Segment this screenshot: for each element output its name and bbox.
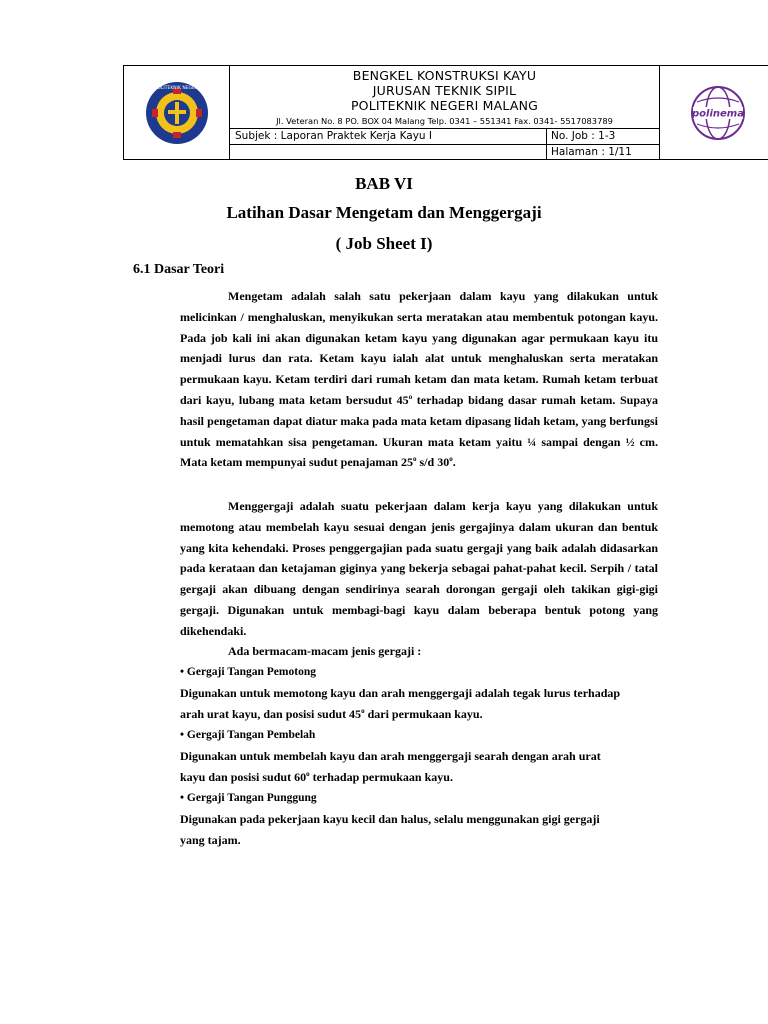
polinema-seal-icon xyxy=(144,80,210,146)
degree-mark: o xyxy=(306,770,310,778)
crosscut-desc-line2 xyxy=(180,704,660,725)
saw-types-intro: Ada bermacam-macam jenis gergaji : xyxy=(228,644,422,658)
desc-text: dari permukaan kayu. xyxy=(364,707,483,721)
back-saw-desc-line2: yang tajam. xyxy=(180,833,241,847)
institution-block xyxy=(230,66,659,128)
job-number-field: No. Job : 1-3 xyxy=(551,130,616,142)
header-center xyxy=(230,66,659,159)
department-name: JURUSAN TEKNIK SIPIL xyxy=(372,83,517,98)
institution-address: Jl. Veteran No. 8 PO. BOX 04 Malang Telp. 0341 – 551341 Fax. 0341- 5517083789 xyxy=(276,116,613,126)
paragraph-text: Mengetam adalah salah satu pekerjaan dalam kayu yang dilakukan untuk melicinkan / menghaluskan, menyikukan serta meratakan atau membentuk potongan kayu. Pada job kali ini akan digunakan ketam kayu yang digunakan agar permukaan kayu itu menjadi lurus dan rata. Ketam kayu ialah alat untuk menghaluskan serta meratakan permukaan kayu. Ketam terdiri dari rumah ketam dan mata ketam. Rumah ketam terbuat dari kayu, lubang mata ketam bersudut 45 xyxy=(180,289,658,407)
degree-mark: o xyxy=(449,455,453,464)
back-saw-desc-line1: Digunakan pada pekerjaan kayu kecil dan halus, selalu menggunakan gigi gergaji xyxy=(180,812,600,826)
desc-text: kayu dan posisi sudut 60 xyxy=(180,770,307,784)
institution-name: POLITEKNIK NEGERI MALANG xyxy=(350,98,539,113)
rip-desc-line2 xyxy=(180,767,660,788)
globe-lettering: polinema xyxy=(691,108,744,119)
paragraph-text: terhadap bidang dasar rumah ketam. Supaya hasil pengetaman dapat diatur maka pada mata ketam dipasang lidah ketam, yang berfungsi untuk mematahkan sisa pengetaman. Ukuran mata ketam yaitu ¼ sampai dengan ½ cm. Mata ketam mempunyai sudut penajaman 25 xyxy=(180,392,658,470)
chapter-heading: BAB VI xyxy=(355,174,413,193)
workshop-name: BENGKEL KONSTRUKSI KAYU xyxy=(352,68,537,83)
left-logo-cell xyxy=(124,66,230,159)
paragraph-text: s/d 30 xyxy=(416,455,450,470)
desc-text: terhadap permukaan kayu. xyxy=(309,770,453,784)
polinema-globe-icon xyxy=(689,84,747,142)
meta-row-2 xyxy=(230,144,659,160)
bullet-crosscut-saw: • Gergaji Tangan Pemotong xyxy=(180,666,316,678)
bullet-rip-saw: • Gergaji Tangan Pembelah xyxy=(180,729,316,741)
meta-row xyxy=(230,128,659,144)
subject-field: Subjek : Laporan Praktek Kerja Kayu I xyxy=(230,129,547,144)
crosscut-desc-line1: Digunakan untuk memotong kayu dan arah menggergaji adalah tegak lurus terhadap xyxy=(180,686,621,700)
degree-mark: o xyxy=(413,455,417,464)
section-heading: 6.1 Dasar Teori xyxy=(133,262,225,277)
degree-mark: o xyxy=(408,392,413,401)
chapter-title: Latihan Dasar Mengetam dan Menggergaji xyxy=(226,203,542,222)
document-header xyxy=(123,65,768,160)
paragraph-text: . xyxy=(452,455,456,470)
bullet-back-saw: • Gergaji Tangan Punggung xyxy=(180,792,317,804)
chapter-subtitle: ( Job Sheet I) xyxy=(335,234,433,253)
right-logo-cell xyxy=(659,66,768,159)
desc-text: arah urat kayu, dan posisi sudut 45 xyxy=(180,707,362,721)
page-number-field: Halaman : 1/11 xyxy=(551,146,632,158)
seal-lettering: POLITEKNIK NEGERI xyxy=(154,85,199,91)
rip-desc-line1: Digunakan untuk membelah kayu dan arah menggergaji searah dengan arah urat xyxy=(180,749,601,763)
paragraph-sawing: Menggergaji adalah suatu pekerjaan dalam kerja kayu yang dilakukan untuk memotong atau membelah kayu sesuai dengan jenis gergajinya dalam ukuran dan bentuk yang kita kehendaki. Proses penggergajian pada suatu gergaji yang baik adalah didasarkan pada kerataan dan ketajaman giginya yang bekerja sebagai pahat-pahat kecil. Serpih / tatal gergaji akan dibuang dengan sendirinya searah dorongan gergaji oleh takikan gigi-gigi gergaji. Digunakan untuk membagi-bagi kayu dalam beberapa bentuk potong yang dikehendaki. xyxy=(180,499,658,638)
empty-field xyxy=(230,145,547,160)
degree-mark: o xyxy=(361,707,365,715)
paragraph-planing xyxy=(180,286,658,473)
